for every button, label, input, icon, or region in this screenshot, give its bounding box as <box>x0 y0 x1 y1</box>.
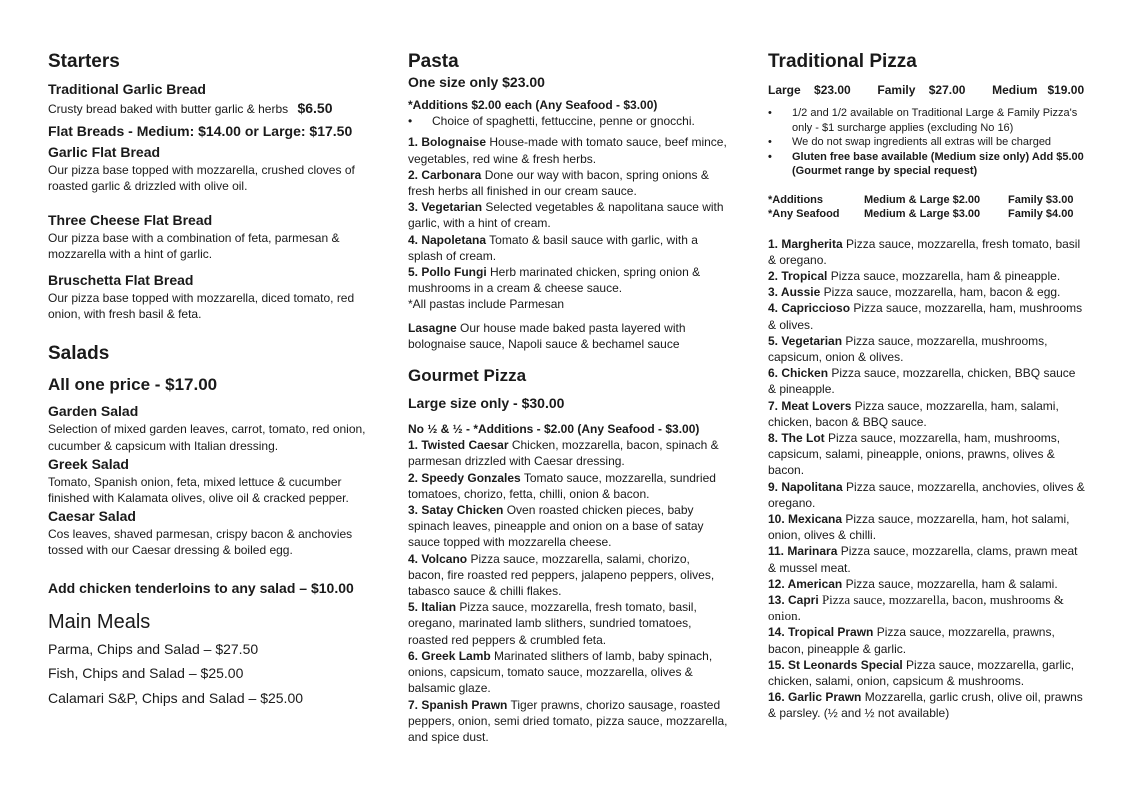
menu-item <box>768 479 1086 511</box>
menu-item-desc: House-made with tomato sauce, beef mince, vegetables, red wine & fresh herbs. <box>408 135 727 166</box>
starters-heading: Starters <box>48 51 120 72</box>
pasta-bullet: • Choice of spaghetti, fettuccine, penne or gnocchi. <box>408 113 728 129</box>
menu-item-name: 5. Pollo Fungi <box>408 265 487 280</box>
menu-item <box>408 437 728 469</box>
column-right <box>768 50 1086 722</box>
menu-item <box>768 284 1086 300</box>
traditional-bullet: • We do not swap ingredients all extras will be charged <box>768 135 1086 150</box>
gourmet-heading: Gourmet Pizza <box>408 366 527 386</box>
garlic-bread-desc: Crusty bread baked with butter garlic & herbs <box>48 102 289 116</box>
menu-item-name: 4. Napoletana <box>408 232 487 247</box>
menu-item-desc: Pizza sauce, mozzarella, ham & salami. <box>842 576 1058 591</box>
menu-item-desc: Pizza sauce, mozzarella, garlic, chicken, salami, onion, capsicum & mushrooms. <box>768 657 1075 688</box>
flat-breads-heading: Flat Breads - Medium: $14.00 or Large: $17.50 <box>48 123 353 140</box>
menu-item-name: 6. Greek Lamb <box>408 648 491 663</box>
menu-item-name: 1. Margherita <box>768 236 843 251</box>
menu-item-name: 5. Italian <box>408 600 457 615</box>
menu-item-desc: Pizza sauce, mozzarella, ham, bacon & egg. <box>820 285 1061 300</box>
lasagne-item <box>408 320 728 352</box>
menu-item-name: 14. Tropical Prawn <box>768 625 874 640</box>
traditional-sizes: Large $23.00 Family $27.00 Medium $19.00 <box>768 83 1085 97</box>
menu-item <box>768 543 1086 575</box>
menu-item-name: 1. Bolognaise <box>408 135 487 150</box>
salad-desc: Cos leaves, shaved parmesan, crispy bacon & anchovies tossed with our Caesar dressing & boiled egg. <box>48 527 353 558</box>
menu-item-name: 9. Napolitana <box>768 479 843 494</box>
additions-row <box>768 193 1086 208</box>
salad-title: Greek Salad <box>48 455 129 472</box>
menu-item <box>408 648 728 697</box>
salad-title: Garden Salad <box>48 403 139 420</box>
pasta-list <box>408 134 728 296</box>
menu-item-desc: Selected vegetables & napolitana sauce with garlic, with a hint of cream. <box>408 200 724 231</box>
menu-item-desc: Pizza sauce, mozzarella, salami, chorizo, bacon, fire roasted red peppers, jalapeno peppers, olives, tabasco sauce & chilli flakes. <box>408 551 715 599</box>
menu-item <box>408 167 728 199</box>
menu-item <box>408 551 728 600</box>
additions-cell: Family $4.00 <box>1008 208 1074 220</box>
traditional-bullet: • 1/2 and 1/2 available on Traditional Large & Family Pizza's only - $1 surcharge applies (excluding No 16) <box>768 106 1086 135</box>
menu-item <box>408 470 728 502</box>
menu-item <box>408 264 728 296</box>
menu-item-desc: Herb marinated chicken, spring onion & mushrooms in a cream & cheese sauce. <box>408 265 701 296</box>
menu-item-name: 6. Chicken <box>768 366 829 381</box>
main-meal-item: Calamari S&P, Chips and Salad – $25.00 <box>48 689 304 706</box>
menu-item-name: 2. Tropical <box>768 268 828 283</box>
additions-cell: Family $3.00 <box>1008 193 1074 206</box>
menu-item-name: 7. Spanish Prawn <box>408 697 508 712</box>
menu-item-name: 13. Capri <box>768 592 819 607</box>
menu-item <box>408 232 728 264</box>
menu-item-desc: Tomato sauce, mozzarella, sundried tomatoes, chorizo, fetta, chilli, onion & bacon. <box>408 470 716 501</box>
salads-heading: Salads <box>48 343 110 365</box>
salad-desc: Tomato, Spanish onion, feta, mixed lettuce & cucumber finished with Kalamata olives, olive oil & cracked pepper. <box>48 474 349 506</box>
menu-item-name: 15. St Leonards Special <box>768 657 903 672</box>
menu-item-name: 1. Twisted Caesar <box>408 438 509 453</box>
menu-item-name: 16. Garlic Prawn <box>768 690 862 705</box>
menu-item-name: 3. Aussie <box>768 285 821 300</box>
menu-item-desc: Pizza sauce, mozzarella, fresh tomato, basil, oregano, marinated lamb slithers, sundried tomatoes, roasted red peppers & crumbled feta. <box>408 600 697 647</box>
menu-item <box>408 697 728 746</box>
starter-title: Bruschetta Flat Bread <box>48 272 194 289</box>
menu-item <box>768 592 1086 624</box>
pasta-size-line: One size only $23.00 <box>408 74 545 90</box>
menu-item-desc: Oven roasted chicken pieces, baby spinach leaves, pineapple and onion on a base of satay sauce topped with mozzarella cheese. <box>408 503 704 550</box>
additions-cell: *Any Seafood <box>768 208 840 220</box>
salads-price-line: All one price - $17.00 <box>48 375 218 395</box>
additions-cell: Medium & Large $2.00 <box>864 193 981 206</box>
menu-item-name: 5. Vegetarian <box>768 333 843 348</box>
menu-item-name: 2. Carbonara <box>408 167 482 182</box>
menu-item-desc: Pizza sauce, mozzarella, ham & pineapple. <box>827 268 1061 283</box>
menu-item <box>408 599 728 648</box>
menu-item-desc: Pizza sauce, mozzarella, ham, mushrooms & olives. <box>768 301 1083 332</box>
main-meals-heading: Main Meals <box>48 610 151 633</box>
menu-item-desc: Tiger prawns, chorizo sausage, roasted peppers, onion, semi dried tomato, pizza sauce, mozzarella, and spice dust. <box>408 697 728 744</box>
menu-item <box>768 236 1086 268</box>
menu-item-desc: Pizza sauce, mozzarella, anchovies, olives & oregano. <box>768 479 1085 510</box>
salad-addon: Add chicken tenderloins to any salad – $10.00 <box>48 579 354 596</box>
menu-item-desc: Chicken, mozzarella, bacon, spinach & parmesan drizzled with Caesar dressing. <box>408 438 719 469</box>
pasta-heading: Pasta <box>408 51 459 72</box>
salad-title: Caesar Salad <box>48 508 136 525</box>
main-meal-item: Fish, Chips and Salad – $25.00 <box>48 665 244 682</box>
gourmet-list <box>408 437 728 745</box>
menu-item <box>768 333 1086 365</box>
menu-item-name: 8. The Lot <box>768 430 825 445</box>
menu-item-desc: Mozzarella, garlic crush, olive oil, prawns & parsley. (½ and ½ not available) <box>768 690 1083 721</box>
menu-item-name: 11. Marinara <box>768 544 838 559</box>
additions-row <box>768 207 1086 222</box>
garlic-bread-title: Traditional Garlic Bread <box>48 81 206 97</box>
menu-item <box>768 657 1086 689</box>
menu-item <box>768 268 1086 284</box>
main-meal-item: Parma, Chips and Salad – $27.50 <box>48 640 259 657</box>
menu-item-name: 4. Capriccioso <box>768 301 851 316</box>
menu-item-desc: Pizza sauce, mozzarella, ham, salami, chicken, bacon & BBQ sauce. <box>768 398 1059 429</box>
menu-item-desc: Pizza sauce, mozzarella, ham, mushrooms, capsicum, salami, pineapple, onions, prawns, olives & bacon. <box>768 430 1061 478</box>
menu-item-desc: Pizza sauce, mozzarella, bacon, mushrooms & onion. <box>768 591 1064 624</box>
menu-item <box>768 511 1086 543</box>
gluten-free-note: • Gluten free base available (Medium size only) Add $5.00 (Gourmet range by special request) <box>768 150 1086 179</box>
menu-item <box>768 576 1086 592</box>
menu-item-desc: Pizza sauce, mozzarella, clams, prawn meat & mussel meat. <box>768 544 1078 575</box>
starter-title: Three Cheese Flat Bread <box>48 211 213 228</box>
menu-item <box>768 689 1086 721</box>
garlic-bread-price: $6.50 <box>297 100 333 116</box>
menu-item-name: 3. Satay Chicken <box>408 503 504 518</box>
traditional-bullets <box>768 106 1086 179</box>
menu-item <box>768 300 1086 332</box>
additions-table <box>768 193 1086 222</box>
pasta-note: *All pastas include Parmesan <box>408 297 565 312</box>
menu-item-desc: Marinated slithers of lamb, baby spinach, onions, capsicum, tomato sauce, mozzarella, olives & balsamic glaze. <box>408 648 713 696</box>
starter-desc: Our pizza base topped with mozzarella, crushed cloves of roasted garlic & drizzled with olive oil. <box>48 163 355 194</box>
menu-item-name: 4. Volcano <box>408 551 468 566</box>
menu-item-desc: Tomato & basil sauce with garlic, with a splash of cream. <box>408 232 698 263</box>
gourmet-note: No ½ & ½ - *Additions - $2.00 (Any Seafood - $3.00) <box>408 422 700 437</box>
lasagne-name: Lasagne <box>408 320 457 335</box>
additions-cell: *Additions <box>768 193 823 206</box>
starter-title: Garlic Flat Bread <box>48 144 161 161</box>
pasta-additions: *Additions $2.00 each (Any Seafood - $3.00) <box>408 98 658 112</box>
menu-item-name: 10. Mexicana <box>768 511 843 526</box>
starter-desc: Our pizza base topped with mozzarella, diced tomato, red onion, with fresh basil & feta. <box>48 291 355 322</box>
menu-item-name: 2. Speedy Gonzales <box>408 470 521 485</box>
menu-item-name: 3. Vegetarian <box>408 200 483 215</box>
menu-item <box>408 134 728 166</box>
lasagne-desc: Our house made baked pasta layered with bolognaise sauce, Napoli sauce & bechamel sauce <box>408 320 686 351</box>
salad-desc: Selection of mixed garden leaves, carrot, tomato, red onion, cucumber & capsicum with Italian dressing. <box>48 422 366 453</box>
menu-item-desc: Pizza sauce, mozzarella, prawns, bacon, pineapple & garlic. <box>768 625 1055 656</box>
menu-item <box>768 624 1086 656</box>
traditional-heading: Traditional Pizza <box>768 51 917 72</box>
menu-item <box>768 365 1086 397</box>
menu-item-desc: Pizza sauce, mozzarella, ham, hot salami, onion, olives & chilli. <box>768 511 1070 543</box>
traditional-list <box>768 236 1086 722</box>
pasta-bullets <box>408 113 728 129</box>
additions-cell: Medium & Large $3.00 <box>864 208 981 220</box>
gourmet-size-line: Large size only - $30.00 <box>408 395 565 412</box>
menu-item-desc: Done our way with bacon, spring onions & fresh herbs all finished in our cream sauce. <box>408 167 709 199</box>
menu-item <box>768 430 1086 479</box>
starter-desc: Our pizza base with a combination of feta, parmesan & mozzarella with a hint of garlic. <box>48 230 340 261</box>
menu-item-desc: Pizza sauce, mozzarella, fresh tomato, basil & oregano. <box>768 236 1081 267</box>
menu-item <box>408 199 728 231</box>
menu-item-desc: Pizza sauce, mozzarella, chicken, BBQ sauce & pineapple. <box>768 366 1076 397</box>
column-middle <box>408 50 728 745</box>
column-left <box>48 50 378 710</box>
menu-item-name: 12. American <box>768 576 843 591</box>
menu-item-name: 7. Meat Lovers <box>768 398 852 413</box>
menu-item <box>408 502 728 551</box>
menu-item-desc: Pizza sauce, mozzarella, mushrooms, capsicum, onion & olives. <box>768 333 1048 364</box>
menu-item <box>768 398 1086 430</box>
garlic-bread-line <box>48 100 378 117</box>
